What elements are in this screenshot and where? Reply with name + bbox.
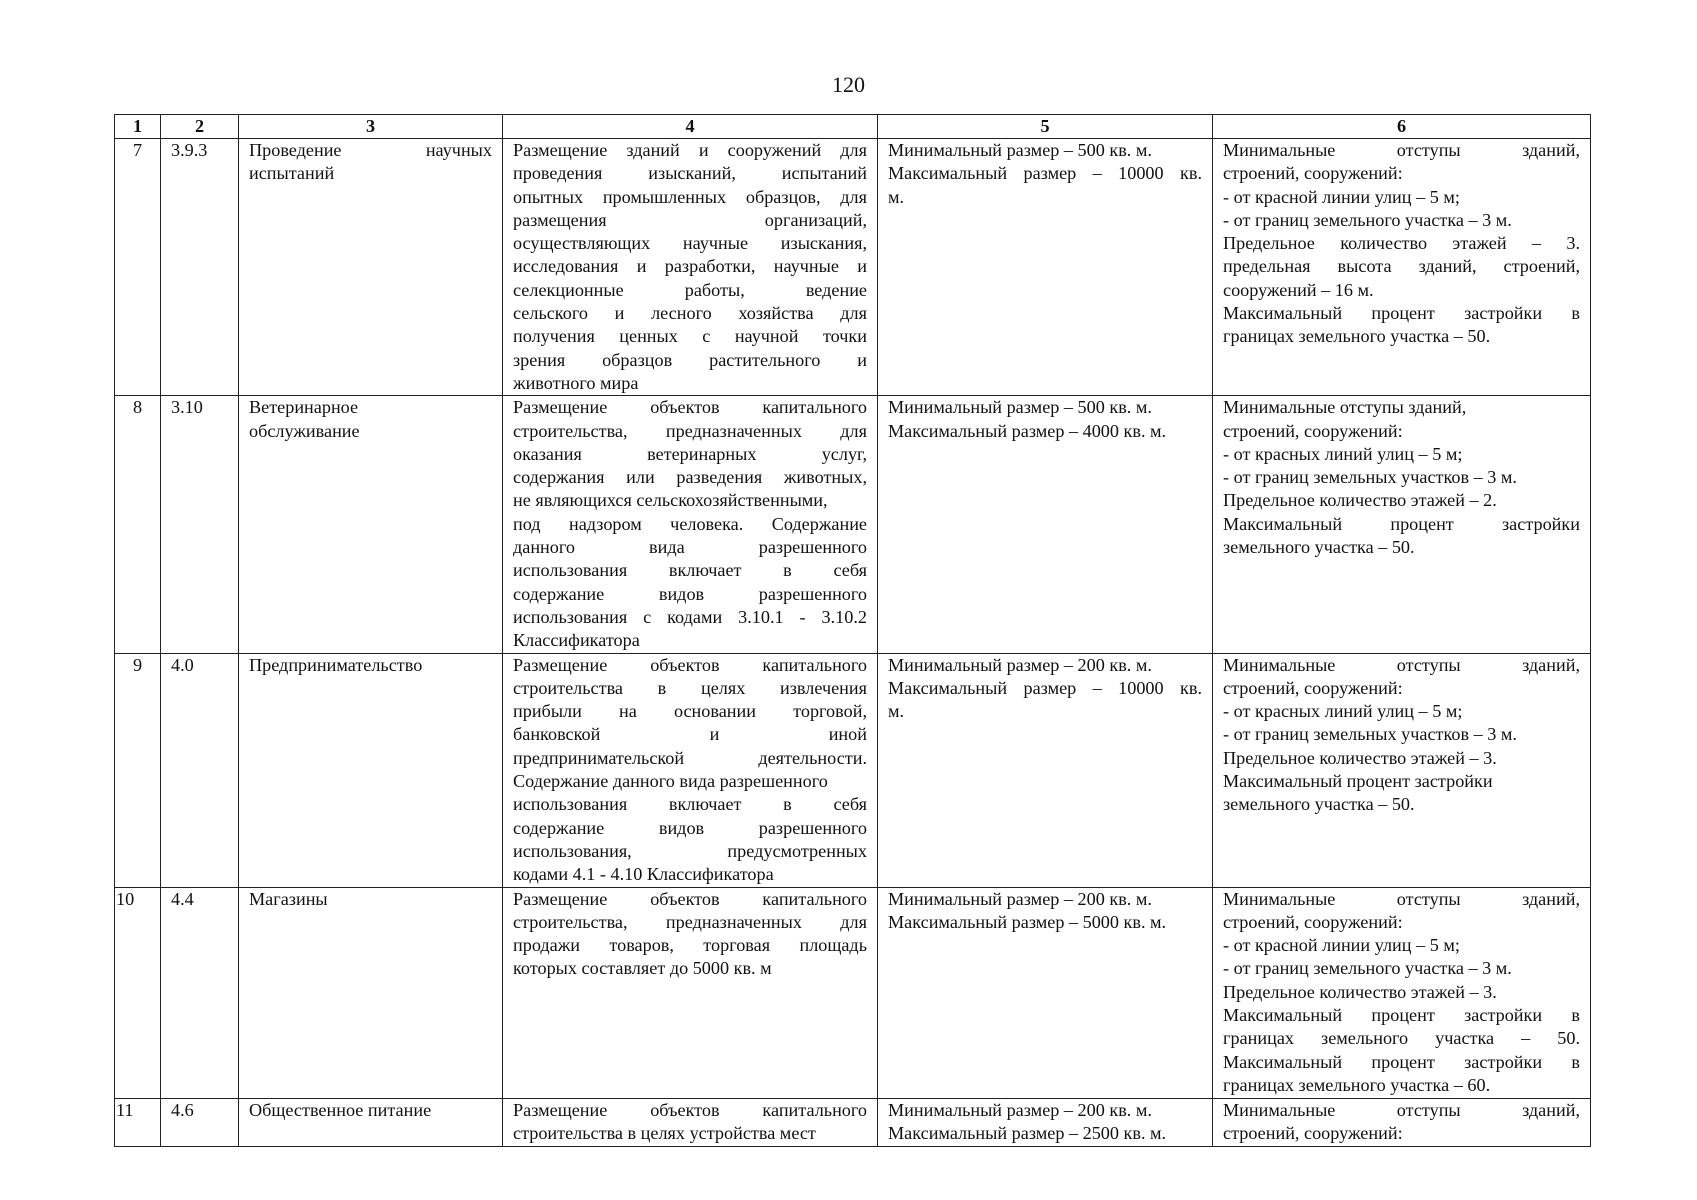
desc-line: которых составляет до 5000 кв. м — [513, 958, 772, 979]
desc-line: сельского и лесного хозяйства для — [513, 303, 867, 324]
params-line: Минимальные отступы зданий, — [1223, 654, 1580, 675]
params-line: строений, сооружений: — [1223, 677, 1403, 698]
desc-line: под надзором человека. Содержание — [513, 513, 867, 534]
params-line: - от красных линий улиц – 5 м; — [1223, 701, 1463, 722]
desc-line: строительства в целях устройства мест — [513, 1122, 816, 1143]
desc-line: содержание видов разрешенного — [513, 583, 867, 604]
desc-line: осуществляющих научные изыскания, — [513, 233, 867, 254]
use-type-name — [239, 396, 503, 653]
desc-line: содержание видов разрешенного — [513, 817, 867, 838]
params-line: строений, сооружений: — [1223, 911, 1403, 932]
params-line: - от границ земельных участков – 3 м. — [1223, 467, 1517, 488]
use-description — [503, 887, 878, 1098]
size-line: Максимальный размер – 4000 кв. м. — [888, 420, 1167, 441]
use-description — [503, 139, 878, 396]
params-line: границах земельного участка – 50. — [1223, 1028, 1580, 1049]
desc-line: Размещение зданий и сооружений для — [513, 140, 867, 160]
params-line: строений, сооружений: — [1223, 1122, 1403, 1143]
use-type-name — [239, 139, 503, 396]
name-line: Проведение научных — [249, 140, 492, 160]
desc-line: исследования и разработки, научные и — [513, 256, 867, 277]
size-line: м. — [888, 186, 905, 207]
desc-line: прибыли на основании торговой, — [513, 701, 867, 722]
column-header-4: 4 — [503, 115, 878, 139]
classifier-code: 4.0 — [161, 653, 239, 887]
row-number: 7 — [115, 139, 161, 396]
params-line: Максимальный процент застройки — [1223, 771, 1493, 792]
desc-line: строительства в целях извлечения — [513, 677, 867, 698]
size-line: Минимальный размер – 200 кв. м. — [888, 654, 1152, 675]
params-line: Максимальный процент застройки — [1223, 513, 1580, 534]
desc-line: использования с кодами 3.10.1 - 3.10.2 — [513, 606, 867, 627]
classifier-code: 4.6 — [161, 1098, 239, 1146]
use-type-name — [239, 653, 503, 887]
table-row — [115, 139, 1591, 396]
use-type-name — [239, 887, 503, 1098]
params-line: земельного участка – 50. — [1223, 537, 1415, 558]
name-line: Общественное питание — [249, 1099, 432, 1120]
desc-line: Размещение объектов капитального — [513, 654, 867, 675]
building-parameters — [1213, 653, 1591, 887]
desc-line: использования, предусмотренных — [513, 840, 867, 861]
name-line: Магазины — [249, 888, 328, 909]
params-line: - от красной линии улиц – 5 м; — [1223, 186, 1460, 207]
plot-size-limits — [878, 139, 1213, 396]
params-line: Минимальные отступы зданий, — [1223, 397, 1467, 418]
column-header-1: 1 — [115, 115, 161, 139]
desc-line: Содержание данного вида разрешенного — [513, 771, 828, 792]
size-line: Минимальный размер – 200 кв. м. — [888, 1099, 1152, 1120]
desc-line: проведения изысканий, испытаний — [513, 163, 867, 184]
desc-line: опытных промышленных образцов, для — [513, 186, 867, 207]
use-description — [503, 1098, 878, 1146]
params-line: Максимальный процент застройки в — [1223, 303, 1580, 324]
desc-line: продажи товаров, торговая площадь — [513, 935, 867, 956]
table-row — [115, 396, 1591, 653]
params-line: Максимальный процент застройки в — [1223, 1005, 1580, 1026]
desc-line: Классификатора — [513, 630, 640, 651]
desc-line: строительства, предназначенных для — [513, 420, 867, 441]
name-line: Ветеринарное — [249, 397, 359, 418]
desc-line: данного вида разрешенного — [513, 537, 867, 558]
size-line: м. — [888, 701, 905, 722]
name-line: Предпринимательство — [249, 654, 423, 675]
size-line: Минимальный размер – 500 кв. м. — [888, 140, 1152, 160]
params-line: Минимальные отступы зданий, — [1223, 888, 1580, 909]
params-line: Предельное количество этажей – 2. — [1223, 490, 1497, 511]
classifier-code: 3.9.3 — [161, 139, 239, 396]
params-line: Максимальный процент застройки в — [1223, 1051, 1580, 1072]
params-line: границах земельного участка – 50. — [1223, 326, 1491, 347]
params-line: - от красных линий улиц – 5 м; — [1223, 443, 1463, 464]
column-header-5: 5 — [878, 115, 1213, 139]
size-line: Максимальный размер – 5000 кв. м. — [888, 911, 1167, 932]
desc-line: Размещение объектов капитального — [513, 397, 867, 418]
page-number: 120 — [832, 72, 865, 97]
desc-line: получения ценных с научной точки — [513, 326, 867, 347]
params-line: Минимальные отступы зданий, — [1223, 1099, 1580, 1120]
params-line: - от границ земельного участка – 3 м. — [1223, 209, 1512, 230]
header-row — [115, 115, 1591, 139]
name-line: обслуживание — [249, 420, 360, 441]
classifier-code: 4.4 — [161, 887, 239, 1098]
desc-line: размещения организаций, — [513, 209, 867, 230]
use-description — [503, 653, 878, 887]
size-line: Максимальный размер – 10000 кв. — [888, 677, 1202, 698]
column-header-6: 6 — [1213, 115, 1591, 139]
params-line: сооружений – 16 м. — [1223, 279, 1374, 300]
desc-line: оказания ветеринарных услуг, — [513, 443, 867, 464]
desc-line: использования включает в себя — [513, 560, 867, 581]
size-line: Максимальный размер – 10000 кв. — [888, 163, 1202, 184]
desc-line: зрения образцов растительного и — [513, 349, 867, 370]
row-number: 8 — [115, 396, 161, 653]
use-type-name — [239, 1098, 503, 1146]
desc-line: Размещение объектов капитального — [513, 1099, 867, 1120]
desc-line: строительства, предназначенных для — [513, 911, 867, 932]
column-header-3: 3 — [239, 115, 503, 139]
row-number: 11 — [115, 1098, 161, 1146]
params-line: Предельное количество этажей – 3. — [1223, 233, 1580, 254]
desc-line: банковской и иной — [513, 724, 867, 745]
size-line: Минимальный размер – 200 кв. м. — [888, 888, 1152, 909]
plot-size-limits — [878, 653, 1213, 887]
params-line: границах земельного участка – 60. — [1223, 1074, 1491, 1095]
desc-line: содержания или разведения животных, — [513, 467, 867, 488]
desc-line: предпринимательской деятельности. — [513, 747, 867, 768]
column-header-2: 2 — [161, 115, 239, 139]
use-description — [503, 396, 878, 653]
desc-line: животного мира — [513, 372, 639, 393]
params-line: Предельное количество этажей – 3. — [1223, 747, 1497, 768]
desc-line: Размещение объектов капитального — [513, 888, 867, 909]
classifier-code: 3.10 — [161, 396, 239, 653]
building-parameters — [1213, 887, 1591, 1098]
params-line: строений, сооружений: — [1223, 163, 1403, 184]
params-line: Минимальные отступы зданий, — [1223, 140, 1580, 160]
plot-size-limits — [878, 396, 1213, 653]
row-number: 10 — [115, 887, 161, 1098]
table-row — [115, 887, 1591, 1098]
land-use-table — [114, 114, 1591, 1147]
params-line: предельная высота зданий, строений, — [1223, 256, 1580, 277]
row-number: 9 — [115, 653, 161, 887]
size-line: Минимальный размер – 500 кв. м. — [888, 397, 1152, 418]
params-line: - от границ земельных участков – 3 м. — [1223, 724, 1517, 745]
desc-line: использования включает в себя — [513, 794, 867, 815]
table-row — [115, 1098, 1591, 1146]
table-row — [115, 653, 1591, 887]
params-line: строений, сооружений: — [1223, 420, 1403, 441]
params-line: - от красной линии улиц – 5 м; — [1223, 935, 1460, 956]
params-line: земельного участка – 50. — [1223, 794, 1415, 815]
building-parameters — [1213, 1098, 1591, 1146]
size-line: Максимальный размер – 2500 кв. м. — [888, 1122, 1167, 1143]
name-line: испытаний — [249, 163, 335, 184]
params-line: - от границ земельного участка – 3 м. — [1223, 958, 1512, 979]
plot-size-limits — [878, 887, 1213, 1098]
params-line: Предельное количество этажей – 3. — [1223, 981, 1497, 1002]
building-parameters — [1213, 396, 1591, 653]
building-parameters — [1213, 139, 1591, 396]
desc-line: не являющихся сельскохозяйственными, — [513, 490, 828, 511]
plot-size-limits — [878, 1098, 1213, 1146]
desc-line: кодами 4.1 - 4.10 Классификатора — [513, 864, 774, 885]
desc-line: селекционные работы, ведение — [513, 279, 867, 300]
